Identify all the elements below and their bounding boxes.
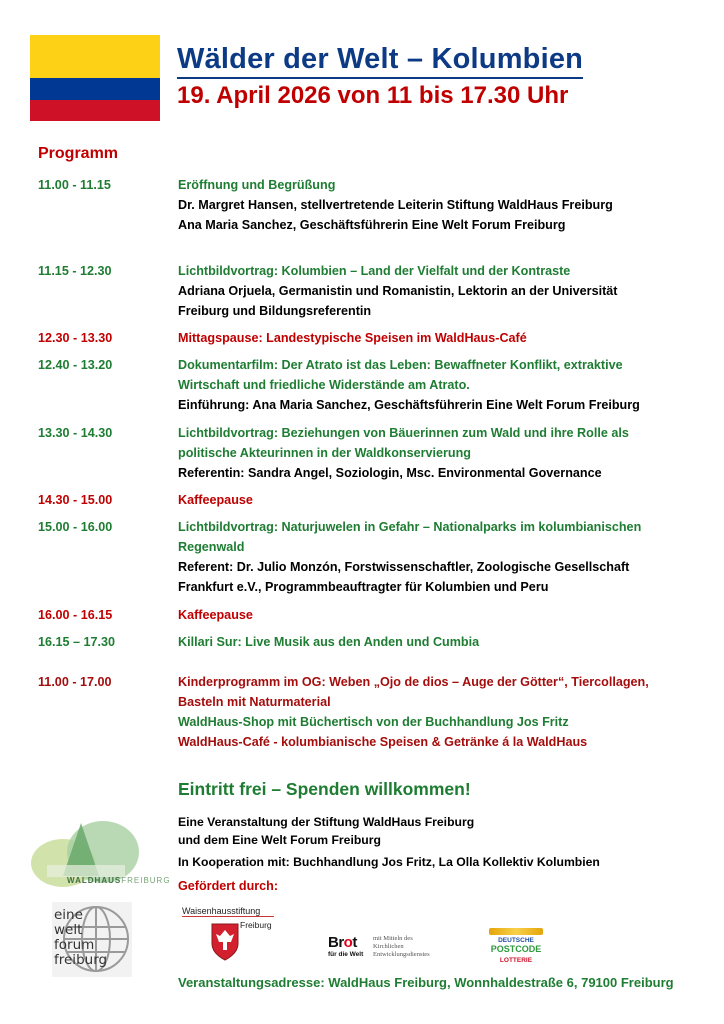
program-item-time: 16.00 - 16.15	[38, 608, 113, 622]
program-item-line: Regenwald	[178, 540, 245, 554]
program-item-details	[178, 517, 718, 597]
program-item-line: Ana Maria Sanchez, Geschäftsführerin Eine Welt Forum Freiburg	[178, 218, 566, 232]
program-item-details	[178, 423, 718, 483]
program-item-time: 14.30 - 15.00	[38, 493, 113, 507]
program-item-time: 13.30 - 14.30	[38, 426, 113, 440]
program-item-details	[178, 672, 718, 752]
program-item-time: 11.15 - 12.30	[38, 264, 112, 278]
program-item-line: Wirtschaft und friedliche Widerstände am Atrato.	[178, 378, 470, 392]
program-item-title: Kaffeepause	[178, 608, 253, 622]
program-item-time: 11.00 - 17.00	[38, 675, 112, 689]
program-item-details	[178, 328, 718, 348]
program-item-title: Killari Sur: Live Musik aus den Anden und Cumbia	[178, 635, 480, 649]
waisenhausstiftung-logo: Waisenhausstiftung Freiburg	[180, 906, 280, 972]
program-item-line: Frankfurt e.V., Programmbeauftragter für Kolumbien und Peru	[178, 580, 549, 594]
program-item-line: Referent: Dr. Julio Monzón, Forstwissenschaftler, Zoologische Gesellschaft	[178, 560, 630, 574]
program-item-time: 16.15 – 17.30	[38, 635, 116, 649]
brot-fuer-die-welt-logo: Brot für die Welt mit Mitteln des Kirchlichen Entwicklungsdienstes	[328, 934, 430, 958]
program-heading: Programm	[38, 145, 119, 162]
eine-welt-forum-logo	[52, 902, 132, 977]
program-item-details	[178, 605, 718, 625]
cooperation-line: In Kooperation mit: Buchhandlung Jos Fritz, La Olla Kollektiv Kolumbien	[178, 855, 600, 869]
waldhaus-wordmark: WALDHAUSFREIBURG	[67, 876, 171, 885]
program-item-title: Eröffnung und Begrüßung	[178, 178, 336, 192]
event-date: 19. April 2026 von 11 bis 17.30 Uhr	[177, 82, 569, 109]
funded-by-label: Gefördert durch:	[178, 879, 279, 893]
admission-note: Eintritt frei – Spenden willkommen!	[178, 779, 471, 799]
program-item-line: Dr. Margret Hansen, stellvertretende Leiterin Stiftung WaldHaus Freiburg	[178, 198, 613, 212]
program-item-line: Referentin: Sandra Angel, Soziologin, Msc. Environmental Governance	[178, 466, 602, 480]
program-item-line: Adriana Orjuela, Germanistin und Romanistin, Lektorin an der Universität	[178, 284, 618, 298]
program-item-title: Dokumentarfilm: Der Atrato ist das Leben: Bewaffneter Konflikt, extraktive	[178, 358, 623, 372]
colombia-flag	[30, 35, 160, 121]
eine-welt-forum-wordmark: eine welt forum freiburg	[54, 907, 108, 968]
program-item-title: Lichtbildvortrag: Kolumbien – Land der Vielfalt und der Kontraste	[178, 264, 571, 278]
program-item-title: Lichtbildvortrag: Naturjuwelen in Gefahr – Nationalparks im kolumbianischen	[178, 520, 642, 534]
program-item-title: Lichtbildvortrag: Beziehungen von Bäuerinnen zum Wald und ihre Rolle als	[178, 426, 629, 440]
program-item-details	[178, 175, 718, 235]
program-item-line: politische Akteurinnen in der Waldkonservierung	[178, 446, 471, 460]
program-item-line: Freiburg und Bildungsreferentin	[178, 304, 372, 318]
coat-of-arms-icon	[210, 922, 240, 962]
program-item-line: WaldHaus-Shop mit Büchertisch von der Buchhandlung Jos Fritz	[178, 715, 569, 729]
program-item-time: 12.30 - 13.30	[38, 331, 113, 345]
flag-stripe-blue	[30, 78, 160, 100]
waldhaus-logo	[25, 818, 175, 888]
program-item-details	[178, 632, 718, 652]
postcode-lotterie-logo: DEUTSCHE POSTCODE LOTTERIE	[487, 928, 545, 968]
program-item-time: 15.00 - 16.00	[38, 520, 113, 534]
ribbon-icon	[489, 928, 543, 935]
program-item-details	[178, 355, 718, 415]
page-title: Wälder der Welt – Kolumbien	[177, 42, 583, 79]
organizer-line-2: und dem Eine Welt Forum Freiburg	[178, 833, 381, 847]
program-item-line: Basteln mit Naturmaterial	[178, 695, 331, 709]
program-item-title: Mittagspause: Landestypische Speisen im WaldHaus-Café	[178, 331, 527, 345]
brot-funding-note: mit Mitteln des Kirchlichen Entwicklungsdienstes	[373, 935, 430, 958]
flag-stripe-yellow	[30, 35, 160, 78]
program-item-title: Kinderprogramm im OG: Weben „Ojo de dios – Auge der Götter“, Tiercollagen,	[178, 675, 649, 689]
program-item-time: 12.40 - 13.20	[38, 358, 113, 372]
program-item-details	[178, 261, 718, 321]
event-address: Veranstaltungsadresse: WaldHaus Freiburg, Wonnhaldestraße 6, 79100 Freiburg	[178, 975, 674, 990]
program-item-line: WaldHaus-Café - kolumbianische Speisen & Getränke á la WaldHaus	[178, 735, 588, 749]
flag-stripe-red	[30, 100, 160, 121]
program-item-details	[178, 490, 718, 510]
brot-wordmark: Brot	[328, 934, 357, 951]
organizer-line-1: Eine Veranstaltung der Stiftung WaldHaus Freiburg	[178, 815, 475, 829]
program-item-title: Kaffeepause	[178, 493, 253, 507]
program-item-time: 11.00 - 11.15	[38, 178, 111, 192]
program-item-line: Einführung: Ana Maria Sanchez, Geschäftsführerin Eine Welt Forum Freiburg	[178, 398, 640, 412]
